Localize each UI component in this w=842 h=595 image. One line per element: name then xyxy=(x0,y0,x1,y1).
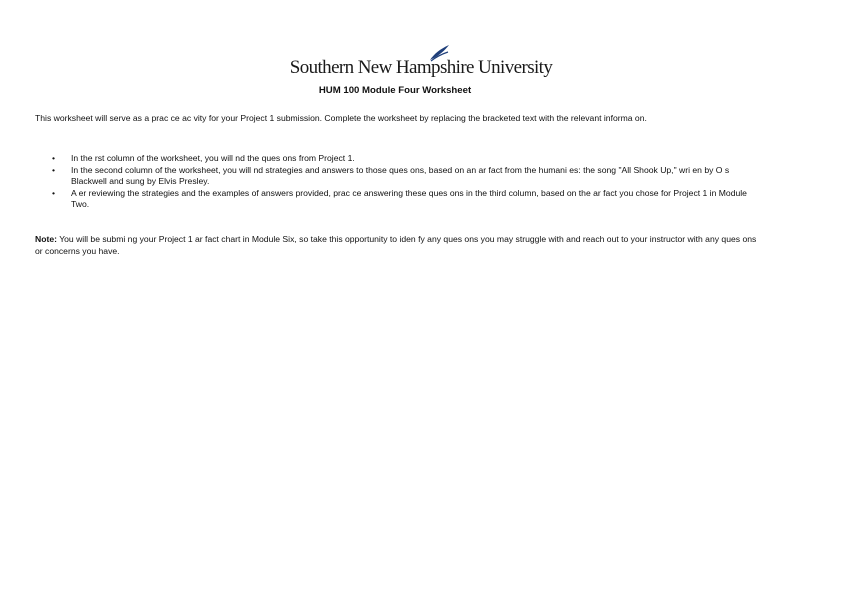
list-item xyxy=(35,153,765,165)
logo-wordmark xyxy=(290,44,553,77)
list-item-text: A er reviewing the strategies and the examples of answers provided, prac ce answering these ques ons in the third column, based on the ar fact you chose for Project 1 in Module Two. xyxy=(71,187,747,209)
bullet-icon: • xyxy=(52,187,56,198)
logo-text: Southern New Hampshire University xyxy=(289,57,553,78)
list-item xyxy=(35,165,765,188)
note-text: You will be submi ng your Project 1 ar fact chart in Module Six, so take this opportunity to iden fy any ques ons you may struggle with and reach out to your instructor with any ques ons or concerns you have. xyxy=(35,234,757,256)
leaf-icon xyxy=(428,44,450,62)
note-label: Note: xyxy=(35,234,57,244)
university-logo xyxy=(0,44,842,78)
note-paragraph xyxy=(35,234,765,257)
intro-paragraph: This worksheet will serve as a prac ce ac vity for your Project 1 submission. Complete the worksheet by replacing the bracketed text with the relevant informa on. xyxy=(35,113,647,123)
page-title: HUM 100 Module Four Worksheet xyxy=(318,85,472,96)
list-item-text: In the second column of the worksheet, you will nd strategies and answers to those ques ons, based on an ar fact from the humani es: the song "All Shook Up," wri en by O s Blackwell and sung by Elvis Presley. xyxy=(71,164,730,186)
bullet-icon: • xyxy=(52,153,56,163)
list-item xyxy=(35,188,765,211)
instruction-list xyxy=(35,153,765,211)
list-item-text: In the rst column of the worksheet, you will nd the ques ons from Project 1. xyxy=(71,153,355,163)
bullet-icon: • xyxy=(52,164,56,175)
